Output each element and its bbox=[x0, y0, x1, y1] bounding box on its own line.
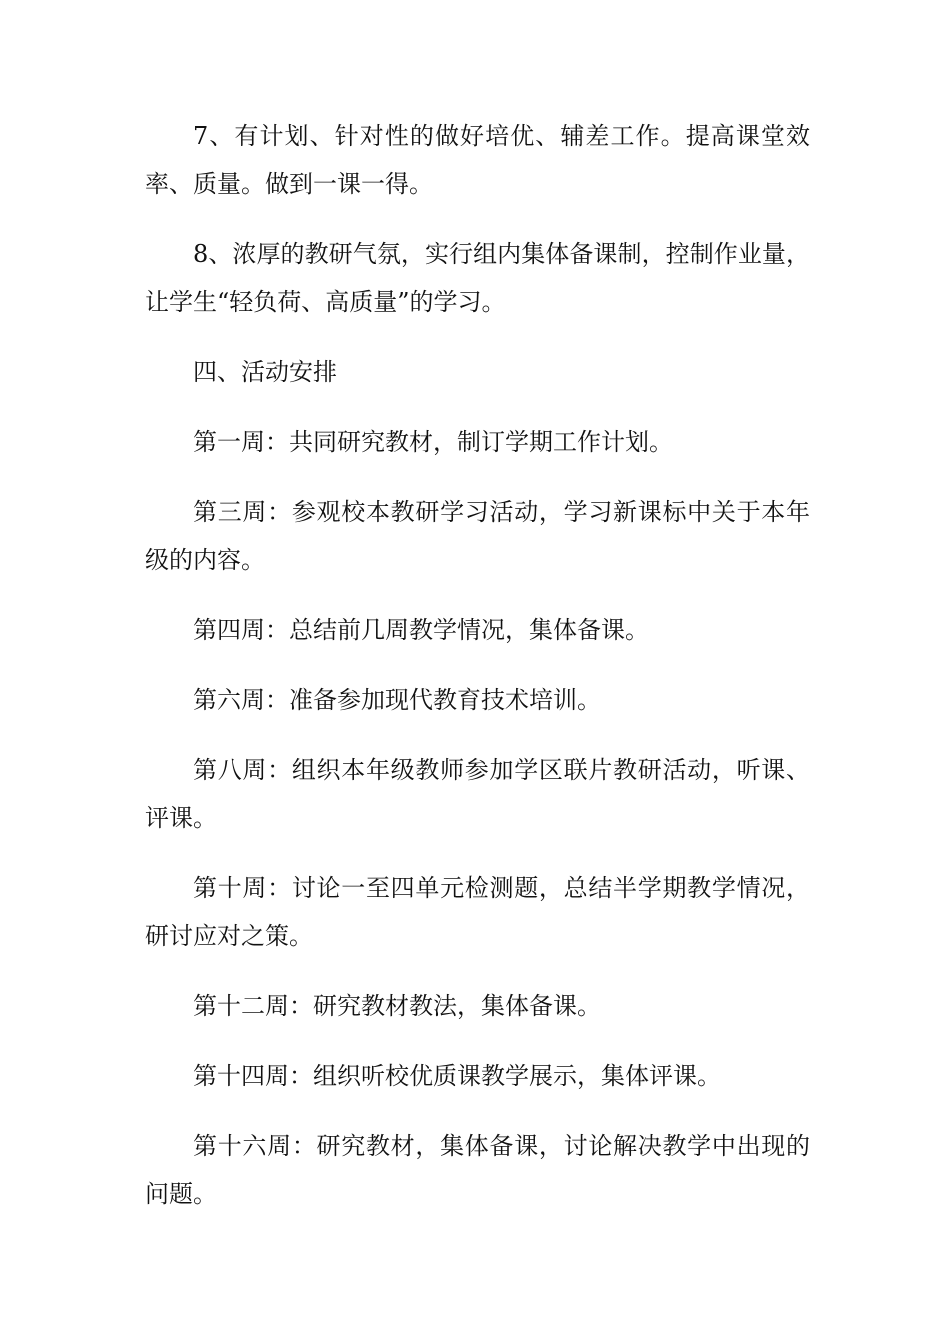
schedule-week-4: 第四周：总结前几周教学情况，集体备课。 bbox=[193, 616, 649, 644]
paragraph-item-7: 7、有计划、针对性的做好培优、辅差工作。提高课堂效率、质量。做到一课一得。 bbox=[145, 122, 810, 198]
schedule-week-6: 第六周：准备参加现代教育技术培训。 bbox=[193, 686, 601, 714]
schedule-week-12: 第十二周：研究教材教法，集体备课。 bbox=[193, 992, 601, 1020]
schedule-week-10: 第十周：讨论一至四单元检测题，总结半学期教学情况，研讨应对之策。 bbox=[145, 874, 810, 950]
document-body bbox=[145, 112, 810, 1240]
schedule-week-8: 第八周：组织本年级教师参加学区联片教研活动，听课、评课。 bbox=[145, 756, 810, 832]
schedule-week-3: 第三周：参观校本教研学习活动，学习新课标中关于本年级的内容。 bbox=[145, 498, 810, 574]
schedule-week-14: 第十四周：组织听校优质课教学展示，集体评课。 bbox=[193, 1062, 721, 1090]
paragraph-item-8: 8、浓厚的教研气氛，实行组内集体备课制，控制作业量，让学生“轻负荷、高质量”的学习。 bbox=[145, 240, 810, 316]
schedule-week-16: 第十六周：研究教材，集体备课，讨论解决教学中出现的问题。 bbox=[145, 1132, 810, 1208]
section-heading-activities: 四、活动安排 bbox=[193, 358, 337, 386]
schedule-week-1: 第一周：共同研究教材，制订学期工作计划。 bbox=[193, 428, 673, 456]
